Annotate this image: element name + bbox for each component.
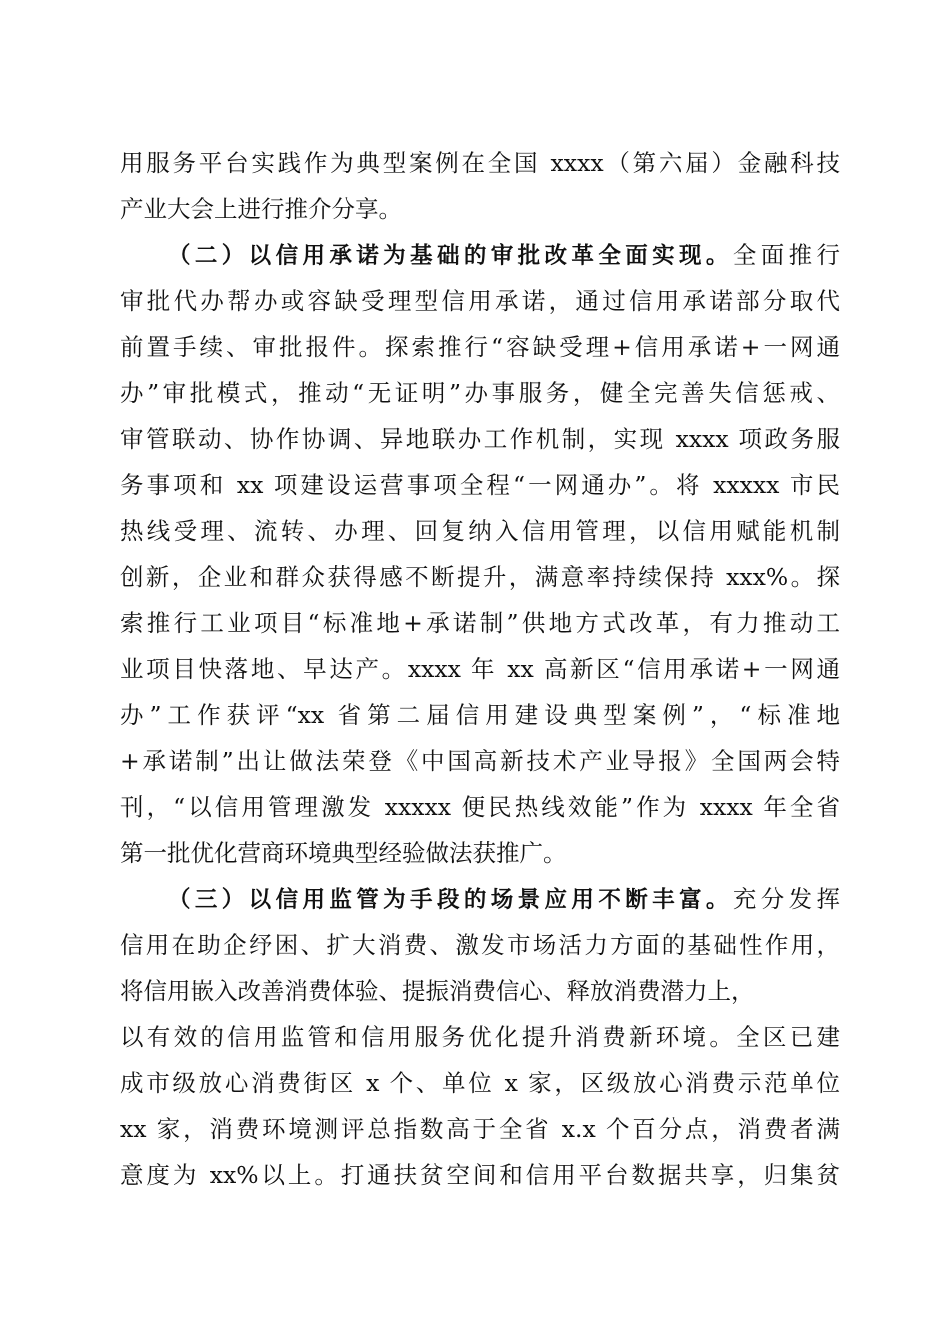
- text-run: 充分发挥: [732, 885, 840, 913]
- text-line: 成市级放心消费街区 x 个、单位 x 家，区级放心消费示范单位: [120, 1069, 840, 1097]
- text-line: 业项目快落地、早达产。xxxx 年 xx 高新区“信用承诺+一网通: [120, 655, 840, 683]
- text-run: 全面推行: [732, 241, 840, 269]
- section-heading-line: [168, 876, 840, 922]
- section-heading: （二）以信用承诺为基础的审批改革全面实现。: [168, 243, 733, 269]
- text-line: 产业大会上进行推介分享。: [120, 195, 402, 223]
- text-line: 以有效的信用监管和信用服务优化提升消费新环境。全区已建: [120, 1023, 840, 1051]
- text-line: 信用在助企纾困、扩大消费、激发市场活力方面的基础性作用，: [120, 931, 840, 959]
- text-line: 审管联动、协作协调、异地联办工作机制，实现 xxxx 项政务服: [120, 425, 840, 453]
- text-line: 务事项和 xx 项建设运营事项全程“一网通办”。将 xxxxx 市民: [120, 471, 840, 499]
- text-line: xx 家，消费环境测评总指数高于全省 x.x 个百分点，消费者满: [120, 1115, 840, 1143]
- text-line: 刊，“以信用管理激发 xxxxx 便民热线效能”作为 xxxx 年全省: [120, 793, 840, 821]
- text-line: 办”审批模式，推动“无证明”办事服务，健全完善失信惩戒、: [120, 379, 840, 407]
- text-line: +承诺制”出让做法荣登《中国高新技术产业导报》全国两会特: [120, 747, 840, 775]
- text-line: 索推行工业项目“标准地+承诺制”供地方式改革，有力推动工: [120, 609, 840, 637]
- text-line: 第一批优化营商环境典型经验做法获推广。: [120, 839, 567, 867]
- text-line: 前置手续、审批报件。探索推行“容缺受理+信用承诺+一网通: [120, 333, 840, 361]
- section-heading: （三）以信用监管为手段的场景应用不断丰富。: [168, 887, 733, 913]
- text-line: 意度为 xx%以上。打通扶贫空间和信用平台数据共享，归集贫: [120, 1161, 840, 1189]
- text-line: 将信用嵌入改善消费体验、提振消费信心、释放消费潜力上，: [120, 977, 755, 1005]
- text-line: 办”工作获评“xx 省第二届信用建设典型案例”，“标准地: [120, 701, 840, 729]
- text-line: 创新，企业和群众获得感不断提升，满意率持续保持 xxx%。探: [120, 563, 840, 591]
- text-line: 热线受理、流转、办理、回复纳入信用管理，以信用赋能机制: [120, 517, 840, 545]
- section-heading-line: [168, 232, 840, 278]
- text-line: 用服务平台实践作为典型案例在全国 xxxx（第六届）金融科技: [120, 149, 840, 177]
- text-line: 审批代办帮办或容缺受理型信用承诺，通过信用承诺部分取代: [120, 287, 840, 315]
